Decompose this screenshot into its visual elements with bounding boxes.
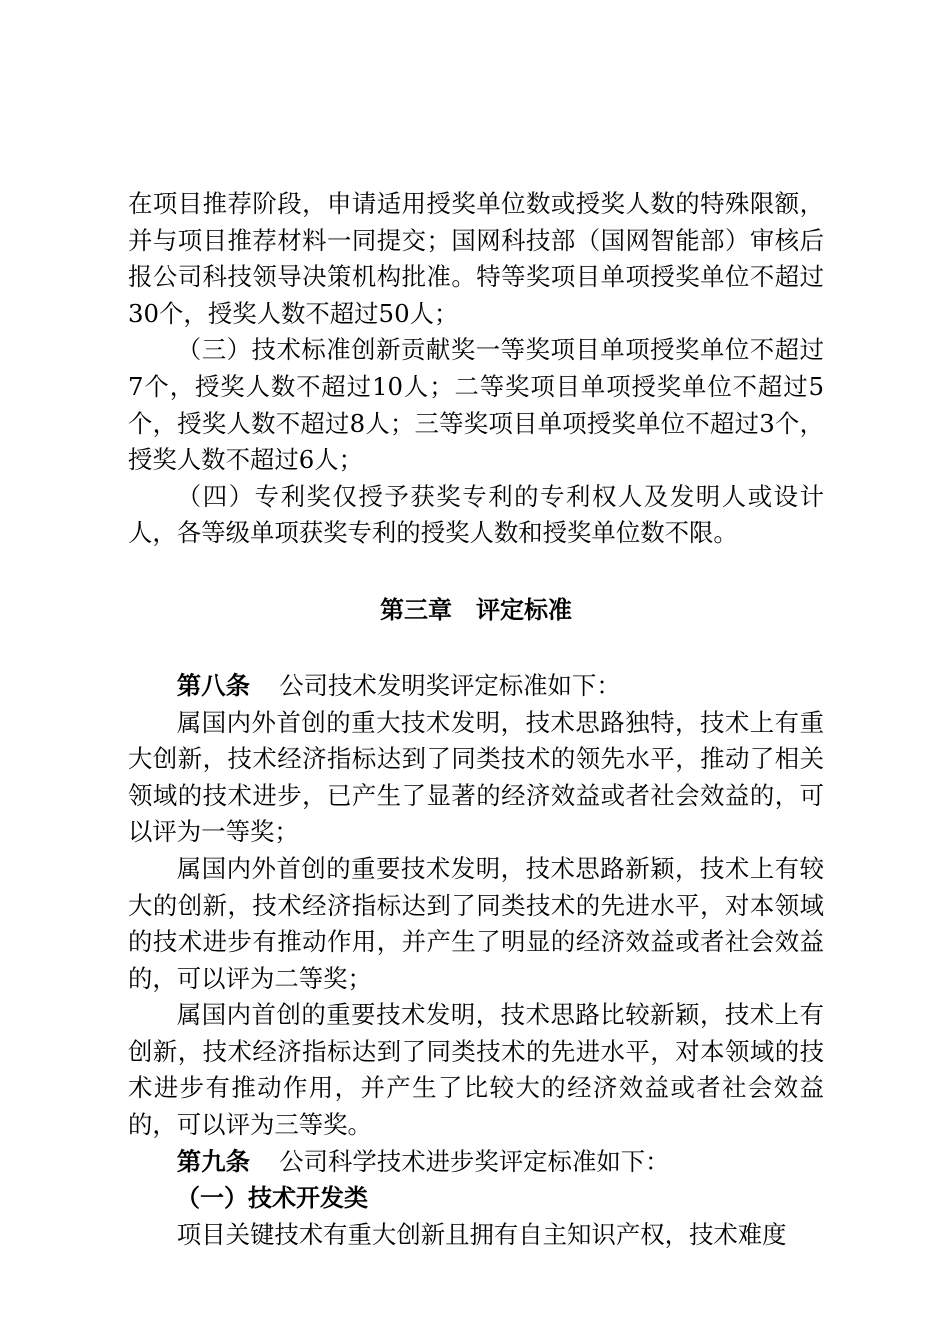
article-8-label: 第八条 [176,670,250,700]
article-9-heading [128,1144,824,1181]
paragraph-item-3: （三）技术标准创新贡献奖一等奖项目单项授奖单位不超过7个，授奖人数不超过10人；二等奖项目单项授奖单位不超过5个，授奖人数不超过8人；三等奖项目单项授奖单位不超过3个，授奖人数不超过6人； [128,335,824,475]
article-8-second-prize: 属国内外首创的重要技术发明，技术思路新颖，技术上有较大的创新，技术经济指标达到了同类技术的先进水平，对本领域的技术进步有推动作用，并产生了明显的经济效益或者社会效益的，可以评为二等奖； [128,853,824,993]
document-page [128,186,824,1253]
article-9-label: 第九条 [176,1146,250,1176]
article-8-first-prize: 属国内外首创的重大技术发明，技术思路独特，技术上有重大创新，技术经济指标达到了同类技术的领先水平，推动了相关领域的技术进步，已产生了显著的经济效益或者社会效益的，可以评为一等奖； [128,707,824,847]
article-8-text: 公司技术发明奖评定标准如下： [279,670,621,700]
subheading-tech-development: （一）技术开发类 [176,1184,368,1213]
article-8-third-prize: 属国内首创的重要技术发明，技术思路比较新颖，技术上有创新，技术经济指标达到了同类技术的先进水平，对本领域的技术进步有推动作用，并产生了比较大的经济效益或者社会效益的，可以评为三等奖。 [128,1000,824,1140]
paragraph-item-4: （四）专利奖仅授予获奖专利的专利权人及发明人或设计人，各等级单项获奖专利的授奖人数和授奖单位数不限。 [128,481,824,548]
article-8-heading [128,668,824,705]
article-9-text: 公司科学技术进步奖评定标准如下： [279,1146,670,1176]
paragraph-special-limits: 在项目推荐阶段，申请适用授奖单位数或授奖人数的特殊限额，并与项目推荐材料一同提交；国网科技部（国网智能部）审核后报公司科技领导决策机构批准。特等奖项目单项授奖单位不超过30个，授奖人数不超过50人； [128,189,824,328]
chapter-title: 第三章 评定标准 [380,595,572,624]
paragraph-tech-development: 项目关键技术有重大创新且拥有自主知识产权，技术难度 [176,1219,787,1249]
